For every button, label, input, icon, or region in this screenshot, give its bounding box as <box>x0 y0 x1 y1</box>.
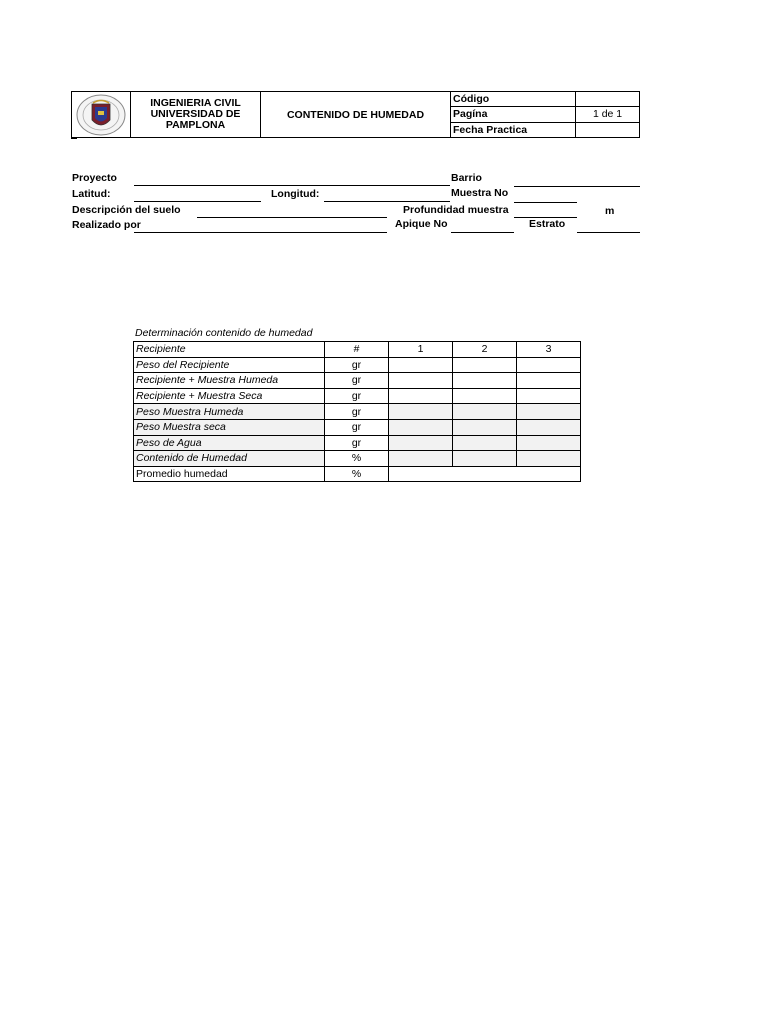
apique-field[interactable] <box>451 232 514 233</box>
cell-1[interactable] <box>389 373 453 389</box>
row-unit: gr <box>325 435 389 451</box>
row-unit: gr <box>325 419 389 435</box>
cell-2 <box>453 419 517 435</box>
table-row <box>134 419 581 435</box>
row-label: Recipiente + Muestra Humeda <box>134 373 325 389</box>
promedio-value <box>389 466 581 482</box>
logo-cell-corner <box>71 138 77 139</box>
table-caption: Determinación contenido de humedad <box>135 327 313 339</box>
cell-1 <box>389 419 453 435</box>
row-unit: gr <box>325 373 389 389</box>
institution-line-1: INGENIERIA CIVIL <box>150 97 241 109</box>
codigo-label: Código <box>451 92 576 107</box>
logo-cell <box>71 91 131 138</box>
latitud-label: Latitud: <box>72 188 111 200</box>
table-row <box>134 388 581 404</box>
row-label: Contenido de Humedad <box>134 451 325 467</box>
cell-1 <box>389 404 453 420</box>
cell-1[interactable] <box>389 357 453 373</box>
descripcion-label: Descripción del suelo <box>72 204 181 216</box>
cell-2 <box>453 435 517 451</box>
row-label: Peso del Recipiente <box>134 357 325 373</box>
unit-m-label: m <box>605 205 615 217</box>
cell-3 <box>517 451 581 467</box>
row-label: Peso Muestra Humeda <box>134 404 325 420</box>
institution-line-2: UNIVERSIDAD DE <box>150 108 241 120</box>
pagina-label: Pagína <box>451 107 576 122</box>
promedio-unit: % <box>325 466 389 482</box>
row-unit: gr <box>325 357 389 373</box>
col-2: 2 <box>453 342 517 358</box>
col-3: 3 <box>517 342 581 358</box>
row-unit: gr <box>325 388 389 404</box>
proyecto-label: Proyecto <box>72 172 117 184</box>
realizado-label: Realizado por <box>72 219 141 231</box>
latitud-field[interactable] <box>134 201 261 202</box>
cell-2 <box>453 451 517 467</box>
table-row <box>134 357 581 373</box>
cell-2[interactable] <box>453 373 517 389</box>
cell-3 <box>517 404 581 420</box>
table-footer-row <box>134 466 581 482</box>
cell-2[interactable] <box>453 357 517 373</box>
col-1: 1 <box>389 342 453 358</box>
institution-name <box>131 91 261 138</box>
cell-3[interactable] <box>517 357 581 373</box>
fecha-label: Fecha Practica <box>451 122 576 137</box>
muestra-no-field[interactable] <box>514 202 577 203</box>
apique-label: Apique No <box>395 218 448 230</box>
moisture-table <box>133 341 581 482</box>
estrato-label: Estrato <box>529 218 566 230</box>
proyecto-field[interactable] <box>134 185 450 186</box>
row-unit: gr <box>325 404 389 420</box>
realizado-field[interactable] <box>134 232 387 233</box>
promedio-label: Promedio humedad <box>134 466 325 482</box>
institution-line-3: PAMPLONA <box>165 119 226 131</box>
cell-3 <box>517 419 581 435</box>
row-label: Recipiente + Muestra Seca <box>134 388 325 404</box>
table-header-row <box>134 342 581 358</box>
col-recipiente: Recipiente <box>134 342 325 358</box>
table-row <box>134 404 581 420</box>
col-hash: # <box>325 342 389 358</box>
estrato-field[interactable] <box>577 232 640 233</box>
table-row <box>134 451 581 467</box>
cell-1 <box>389 435 453 451</box>
row-label: Peso de Agua <box>134 435 325 451</box>
cell-3[interactable] <box>517 373 581 389</box>
cell-2[interactable] <box>453 388 517 404</box>
longitud-label: Longitud: <box>271 188 320 200</box>
profundidad-label: Profundidad muestra <box>403 204 509 216</box>
row-label: Peso Muestra seca <box>134 419 325 435</box>
barrio-field[interactable] <box>514 186 640 187</box>
table-row <box>134 435 581 451</box>
table-row <box>134 373 581 389</box>
cell-1 <box>389 451 453 467</box>
row-unit: % <box>325 451 389 467</box>
longitud-field[interactable] <box>324 201 450 202</box>
cell-3 <box>517 435 581 451</box>
university-seal-icon <box>72 92 130 137</box>
pagina-value: 1 de 1 <box>576 107 640 122</box>
cell-1[interactable] <box>389 388 453 404</box>
fecha-value[interactable] <box>576 122 640 137</box>
cell-2 <box>453 404 517 420</box>
barrio-label: Barrio <box>451 172 482 184</box>
muestra-no-label: Muestra No <box>451 187 509 199</box>
codigo-value[interactable] <box>576 92 640 107</box>
descripcion-field[interactable] <box>197 217 387 218</box>
cell-3[interactable] <box>517 388 581 404</box>
document-title: CONTENIDO DE HUMEDAD <box>261 91 451 138</box>
header-info-table <box>450 91 640 138</box>
